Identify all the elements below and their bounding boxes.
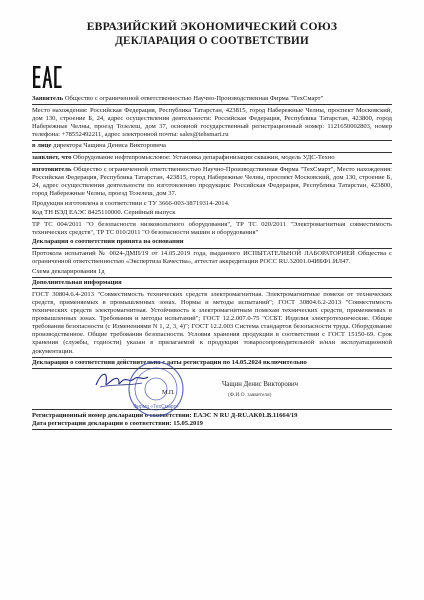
signer-name: Чащин Денис Викторович xyxy=(222,381,299,389)
company-stamp xyxy=(126,359,186,419)
signature-area xyxy=(32,373,392,409)
stamp-place-label: М.П. xyxy=(162,390,175,397)
registration-date-label: Дата регистрации декларации о соответствии: xyxy=(32,420,172,428)
eac-logo xyxy=(33,66,62,88)
additional-text: ГОСТ 30804.6.4-2013 "Совместимость технических средств электромагнитная. Электромагнитные помехи от технических средств, применяемых в промышленных зонах. Нормы и методы испытаний"; ГОСТ 30804.6.2-2013 "Совместимость технических средств электромагнитная. Устойчивость к электромагнитным помехам технических средств, применяемых в промышленных зонах. Требования и методы испытаний"; ГОСТ 12.2.007.0-75 "ССБТ. Изделия электротехнические. Общие требования безопасности (с Изменениями N 1, 2, 3, 4)"; ГОСТ 12.2.003 Система стандартов безопасности труда. Оборудование производственное. Общие требования безопасности. Условия хранения продукции в соответствии с ГОСТ 15150-69. Срок хранения (службы, годности) указан в прилагаемой к продукции товаросопроводительной и/или эксплуатационной документации. xyxy=(32,291,392,358)
scheme-text: Схема декларирования 1д xyxy=(32,268,392,278)
tn-ved-code: Код ТН ВЭД ЕАЭС 8425110000. Серийный выпуск xyxy=(32,209,392,219)
applicant-name: Общество с ограниченной ответственностью Научно-Производственная Фирма "ТехСмарт" xyxy=(64,95,324,102)
manufacturer-label: изготовитель xyxy=(32,165,72,173)
declares-line xyxy=(32,154,392,164)
basis-title: Декларация о соответствии принята на основании xyxy=(32,238,392,248)
registration-number-label: Регистрационный номер декларации о соответствии: xyxy=(32,412,192,420)
additional-title: Дополнительная информация xyxy=(32,279,392,289)
validity-date: 14.05.2024 включительно xyxy=(231,359,307,367)
basis-text: Протокола испытаний № 0024-ДМП/19 от 14.05.2019 года, выданного ИСПЫТАТЕЛЬНОЙ ЛАБОРАТОРИЕЙ Общества с ограниченной ответственностью «Экспертиза Качества», аттестат аккредитации РОСС RU.32001.04ИБФ1.ИЛ47. xyxy=(32,250,392,266)
divider xyxy=(32,409,392,410)
manufacturer-block xyxy=(32,166,392,198)
declares-text: Оборудование нефтепромысловое: Установка депарафинизации скважин, модель УДС-Техно xyxy=(73,154,335,162)
registration-date-line xyxy=(32,420,392,430)
applicant-label: Заявитель xyxy=(32,95,64,102)
header-declaration-title: ДЕКЛАРАЦИЯ О СООТВЕТСТВИИ xyxy=(115,35,309,47)
regulations-text: ТР ТС 004/2011 "О безопасности низковольтного оборудования", ТР ТС 020/2011 "Электромагнитная совместимость технических средств", ТР ТС 010/2011 "О безопасности машин и оборудования" xyxy=(32,220,392,236)
applicant-person-line xyxy=(32,142,392,152)
produced-note: Продукция изготовлена в соответствии с ТУ 3666-003-38719314-2014. xyxy=(32,199,230,207)
registration-date: 15.05.2019 xyxy=(173,420,203,428)
manufacturer-text: Общество с ограниченной ответственностью Научно-Производственная Фирма "ТехСмарт", Место нахождения: Российская Федерация, Республика Татарстан, 423815, город Набережные Челны, проспект Московский, дом 130, строение Б, 24, адрес осуществления деятельности по изготовлению продукции: Российская Федерация, Республика Татарстан, 423800, город Набережные Челны, проезд Тозелеш, дом 37. xyxy=(32,165,392,197)
validity-prefix: Декларация о соответствии действительна с даты регистрации по xyxy=(32,359,231,367)
signer-hint: (Ф.И.О. заявителя) xyxy=(228,392,272,399)
person-label: в лице xyxy=(32,142,52,150)
registration-number: ЕАЭС N RU Д-RU.AK01.B.11664/19 xyxy=(193,412,298,420)
person-name: директора Чащина Дениса Викторовича xyxy=(53,142,166,150)
validity-line xyxy=(32,359,392,369)
svg-text:Фирма «ТехСмарт»: Фирма «ТехСмарт» xyxy=(133,404,179,411)
declares-label: заявляет, что xyxy=(32,154,72,162)
applicant-line xyxy=(32,95,392,105)
document-header xyxy=(32,20,392,48)
document-body xyxy=(32,95,392,432)
applicant-address: Место нахождения: Российская Федерация, Республика Татарстан, 423815, город Набережные Челны, проспект Московский, дом 130, строение Б, 24, адрес осуществления деятельности: Российская Федерация, Республика Татарстан, 423800, город Набережные Челны, проезд Тозелеш, дом 37, основной государственный регистрационный номер: 1121650002803, номер телефона: +78552492211, адрес электронной почты: sales@tehsmart.ru xyxy=(32,107,392,141)
header-union-title: ЕВРАЗИЙСКИЙ ЭКОНОМИЧЕСКИЙ СОЮЗ xyxy=(86,20,338,33)
registration-number-line xyxy=(32,412,392,420)
